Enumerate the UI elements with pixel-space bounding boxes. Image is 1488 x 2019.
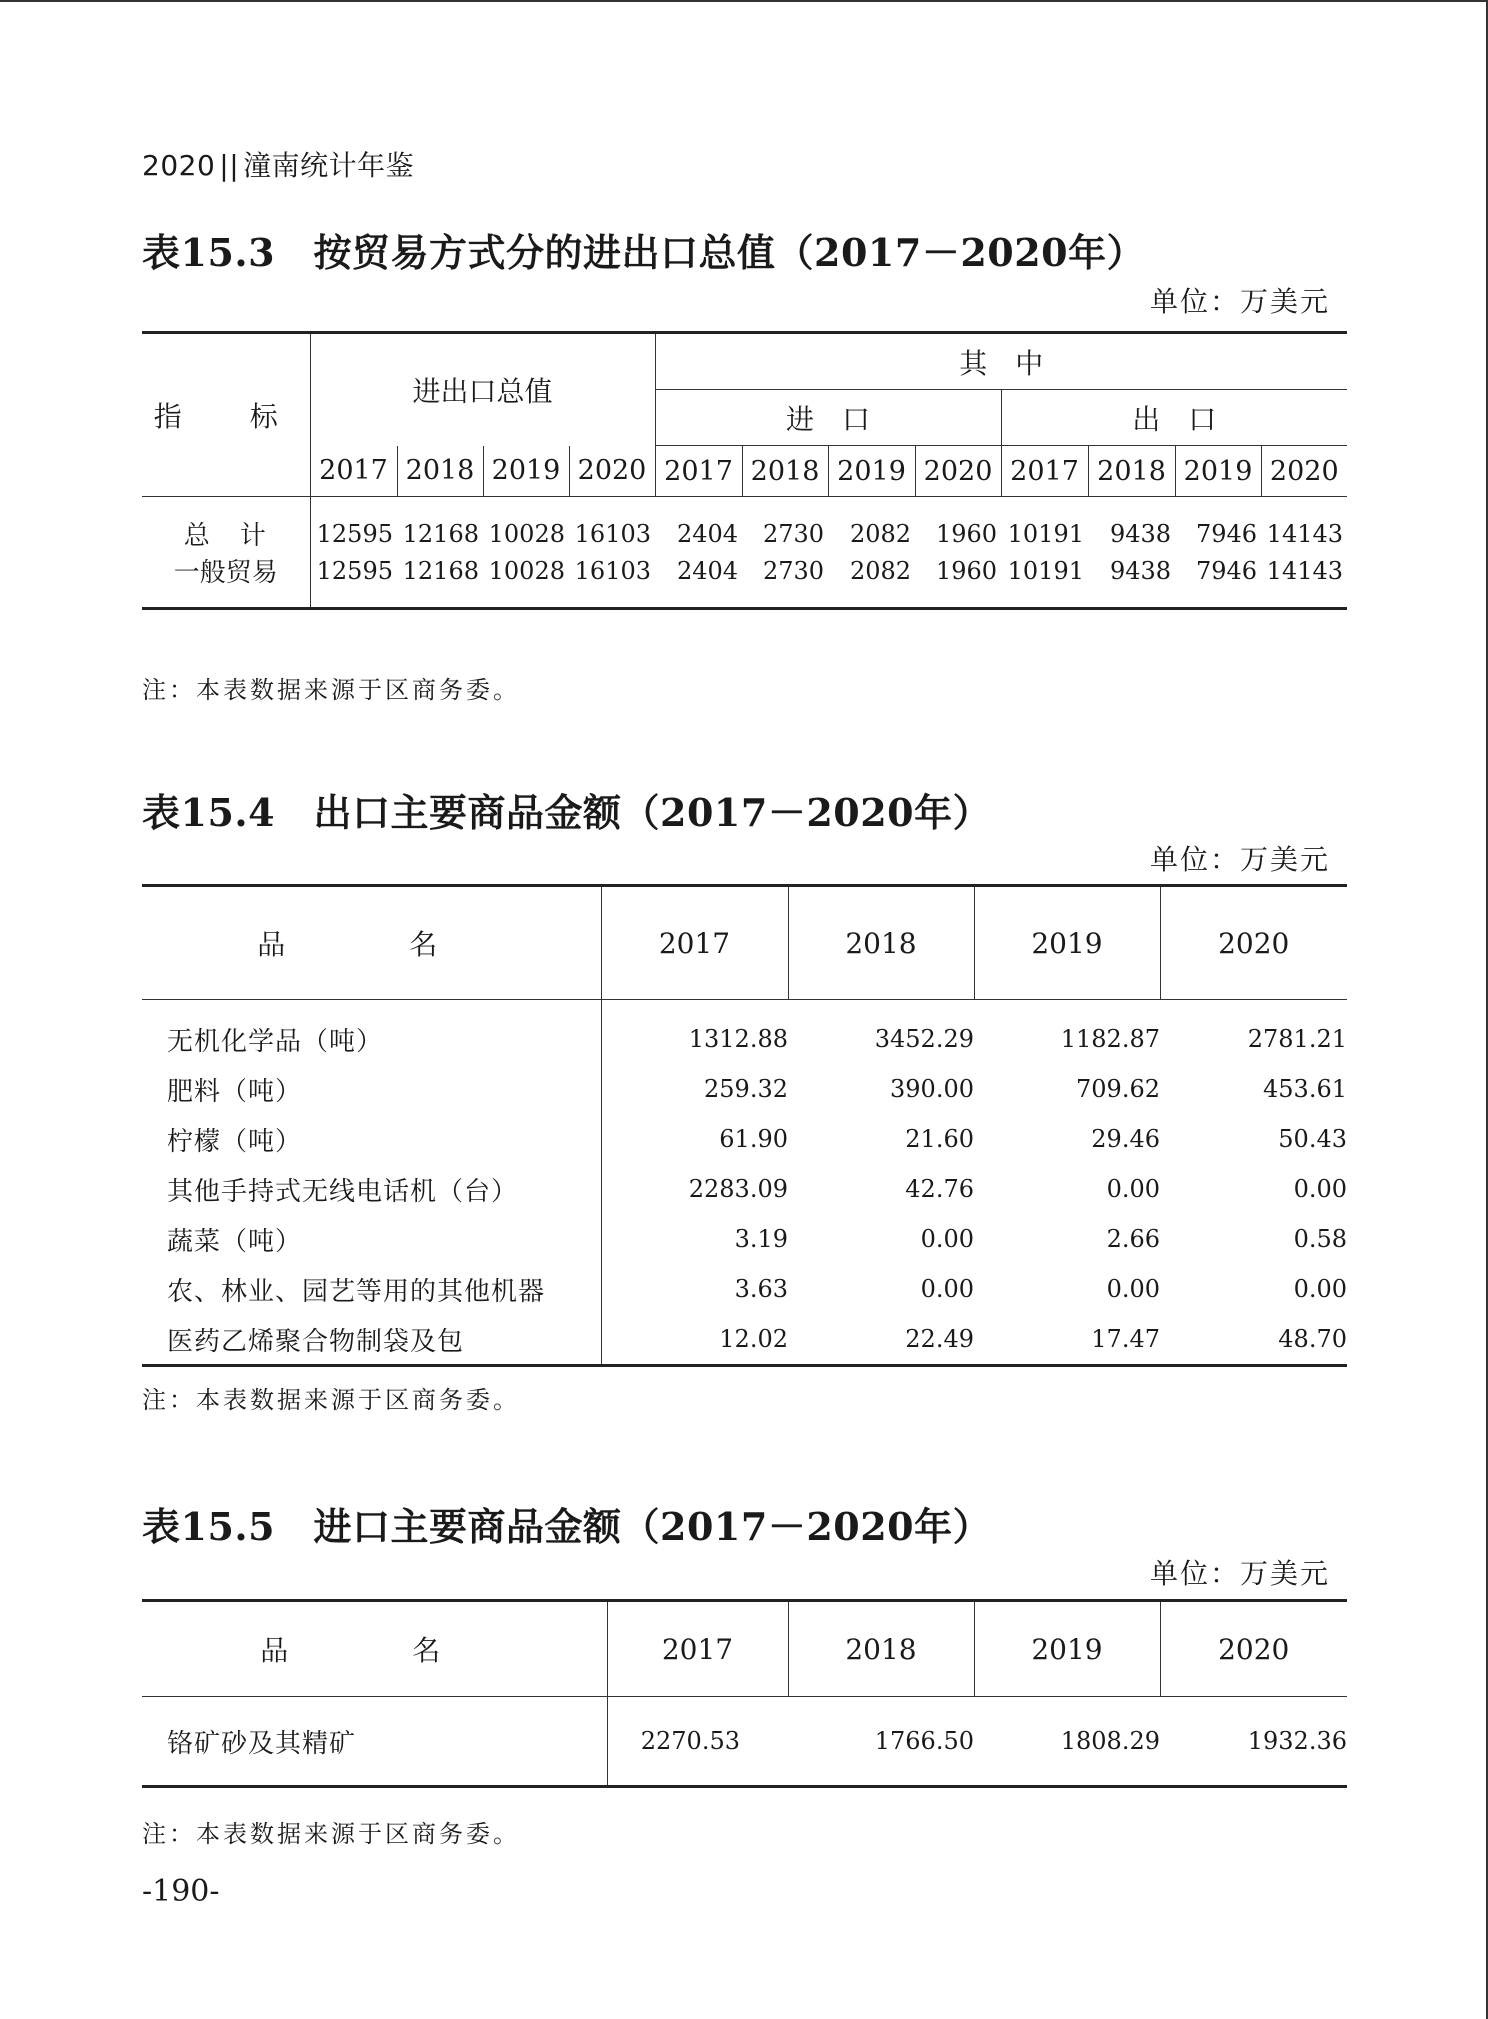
table-cell: 2781.21 xyxy=(1247,1025,1347,1053)
table-cell: 21.60 xyxy=(905,1125,974,1153)
table-cell: 2082 xyxy=(849,519,912,548)
year-header: 2020 xyxy=(915,446,1001,497)
table-cell: 2404 xyxy=(676,556,739,585)
table-row xyxy=(142,1064,1347,1114)
group-of-which-header: 其 中 xyxy=(655,333,1347,390)
table-row xyxy=(142,1264,1347,1314)
table-15-4-unit: 单位：万美元 xyxy=(1149,843,1330,876)
year-header: 2020 xyxy=(1160,1601,1347,1697)
table-cell: 390.00 xyxy=(890,1075,974,1103)
year-header: 2019 xyxy=(974,886,1160,1000)
table-row xyxy=(142,1697,1347,1787)
table-cell: 61.90 xyxy=(719,1125,788,1153)
table-cell: 10191 xyxy=(1007,519,1085,548)
table-15-4-title: 表15.4 出口主要商品金额（2017－2020年） xyxy=(142,790,992,835)
year-header: 2018 xyxy=(742,446,828,497)
year-header: 2019 xyxy=(483,446,569,497)
row-label: 其他手持式无线电话机（台） xyxy=(142,1164,601,1214)
table-row xyxy=(142,1000,1347,1065)
table-cell: 709.62 xyxy=(1076,1075,1160,1103)
table-cell: 1932.36 xyxy=(1247,1727,1347,1755)
table-cell: 0.58 xyxy=(1293,1225,1347,1253)
table-cell: 12595 xyxy=(316,556,393,585)
table-row xyxy=(142,497,1347,553)
row-label: 铬矿砂及其精矿 xyxy=(142,1697,607,1787)
page-border-top xyxy=(0,0,1488,2)
table-cell: 1960 xyxy=(935,519,998,548)
year-header: 2020 xyxy=(1160,886,1347,1000)
table-cell: 2283.09 xyxy=(688,1175,788,1203)
year-header: 2017 xyxy=(1001,446,1088,497)
table-cell: 3.19 xyxy=(734,1225,788,1253)
table-cell: 12168 xyxy=(402,556,479,585)
table-15-5-note: 注：本表数据来源于区商务委。 xyxy=(142,1820,520,1848)
table-15-5-unit: 单位：万美元 xyxy=(1149,1557,1330,1590)
table-cell: 29.46 xyxy=(1091,1125,1160,1153)
table-cell: 1960 xyxy=(935,556,998,585)
table-cell: 2730 xyxy=(762,556,825,585)
table-cell: 14143 xyxy=(1266,556,1344,585)
year-header: 2018 xyxy=(397,446,483,497)
table-15-5 xyxy=(142,1599,1347,1788)
table-15-3-note: 注：本表数据来源于区商务委。 xyxy=(142,676,520,704)
table-cell: 2730 xyxy=(762,519,825,548)
row-label: 柠檬（吨） xyxy=(142,1114,601,1164)
table-cell: 16103 xyxy=(574,519,652,548)
running-head-year: 2020 xyxy=(142,149,216,182)
year-header: 2019 xyxy=(1175,446,1261,497)
year-header: 2017 xyxy=(310,446,397,497)
table-cell: 17.47 xyxy=(1091,1325,1160,1353)
row-label: 一般贸易 xyxy=(142,552,310,609)
row-label: 总 计 xyxy=(142,497,310,553)
year-header: 2020 xyxy=(1261,446,1347,497)
table-cell: 1808.29 xyxy=(1060,1727,1160,1755)
row-header: 指 标 xyxy=(142,333,310,497)
running-head xyxy=(142,144,414,184)
group-export-header: 出 口 xyxy=(1001,390,1347,446)
table-cell: 2270.53 xyxy=(640,1727,740,1755)
row-label: 医药乙烯聚合物制袋及包 xyxy=(142,1314,601,1366)
table-cell: 453.61 xyxy=(1263,1075,1347,1103)
table-cell: 10191 xyxy=(1007,556,1085,585)
running-head-title: 潼南统计年鉴 xyxy=(243,149,415,182)
table-cell: 0.00 xyxy=(1293,1175,1347,1203)
table-cell: 14143 xyxy=(1266,519,1344,548)
group-import-header: 进 口 xyxy=(655,390,1001,446)
table-cell: 1312.88 xyxy=(688,1025,788,1053)
table-cell: 0.00 xyxy=(920,1275,974,1303)
row-label: 蔬菜（吨） xyxy=(142,1214,601,1264)
row-label: 肥料（吨） xyxy=(142,1064,601,1114)
table-cell: 0.00 xyxy=(1106,1175,1160,1203)
year-header: 2019 xyxy=(974,1601,1160,1697)
table-cell: 7946 xyxy=(1195,519,1258,548)
table-row xyxy=(142,1314,1347,1366)
year-header: 2018 xyxy=(788,886,974,1000)
table-15-4 xyxy=(142,884,1347,1367)
table-15-4-note: 注：本表数据来源于区商务委。 xyxy=(142,1386,520,1414)
table-cell: 16103 xyxy=(574,556,652,585)
table-cell: 12595 xyxy=(316,519,393,548)
table-cell: 50.43 xyxy=(1278,1125,1347,1153)
table-15-3-title: 表15.3 按贸易方式分的进出口总值（2017－2020年） xyxy=(142,230,1146,275)
table-row xyxy=(142,552,1347,609)
table-cell: 3.63 xyxy=(734,1275,788,1303)
table-row xyxy=(142,1114,1347,1164)
table-cell: 3452.29 xyxy=(874,1025,974,1053)
table-cell: 9438 xyxy=(1109,519,1172,548)
table-cell: 259.32 xyxy=(704,1075,788,1103)
table-cell: 0.00 xyxy=(1293,1275,1347,1303)
table-cell: 2082 xyxy=(849,556,912,585)
table-15-3-unit: 单位：万美元 xyxy=(1149,285,1330,318)
year-header: 2018 xyxy=(1088,446,1175,497)
table-cell: 12168 xyxy=(402,519,479,548)
table-row xyxy=(142,1214,1347,1264)
table-cell: 1766.50 xyxy=(874,1727,974,1755)
table-cell: 9438 xyxy=(1109,556,1172,585)
table-cell: 1182.87 xyxy=(1060,1025,1160,1053)
name-header: 品 名 xyxy=(142,1601,607,1697)
group-total-header: 进出口总值 xyxy=(310,333,655,446)
year-header: 2017 xyxy=(655,446,742,497)
table-cell: 0.00 xyxy=(1106,1275,1160,1303)
year-header: 2017 xyxy=(607,1601,788,1697)
table-cell: 10028 xyxy=(488,556,565,585)
page-number: -190- xyxy=(142,1874,220,1909)
table-row xyxy=(142,1164,1347,1214)
year-header: 2018 xyxy=(788,1601,974,1697)
running-head-separator: || xyxy=(219,149,240,182)
table-cell: 42.76 xyxy=(905,1175,974,1203)
year-header: 2019 xyxy=(828,446,915,497)
year-header: 2017 xyxy=(601,886,788,1000)
table-15-3 xyxy=(142,331,1347,610)
table-cell: 48.70 xyxy=(1278,1325,1347,1353)
table-cell: 12.02 xyxy=(719,1325,788,1353)
row-label: 无机化学品（吨） xyxy=(142,1000,601,1065)
name-header: 品 名 xyxy=(142,886,601,1000)
table-cell: 0.00 xyxy=(920,1225,974,1253)
row-label: 农、林业、园艺等用的其他机器 xyxy=(142,1264,601,1314)
table-cell: 7946 xyxy=(1195,556,1258,585)
table-cell: 10028 xyxy=(488,519,565,548)
table-15-5-title: 表15.5 进口主要商品金额（2017－2020年） xyxy=(142,1504,992,1549)
table-cell: 22.49 xyxy=(905,1325,974,1353)
table-cell: 2404 xyxy=(676,519,739,548)
year-header: 2020 xyxy=(569,446,655,497)
table-cell: 2.66 xyxy=(1106,1225,1160,1253)
